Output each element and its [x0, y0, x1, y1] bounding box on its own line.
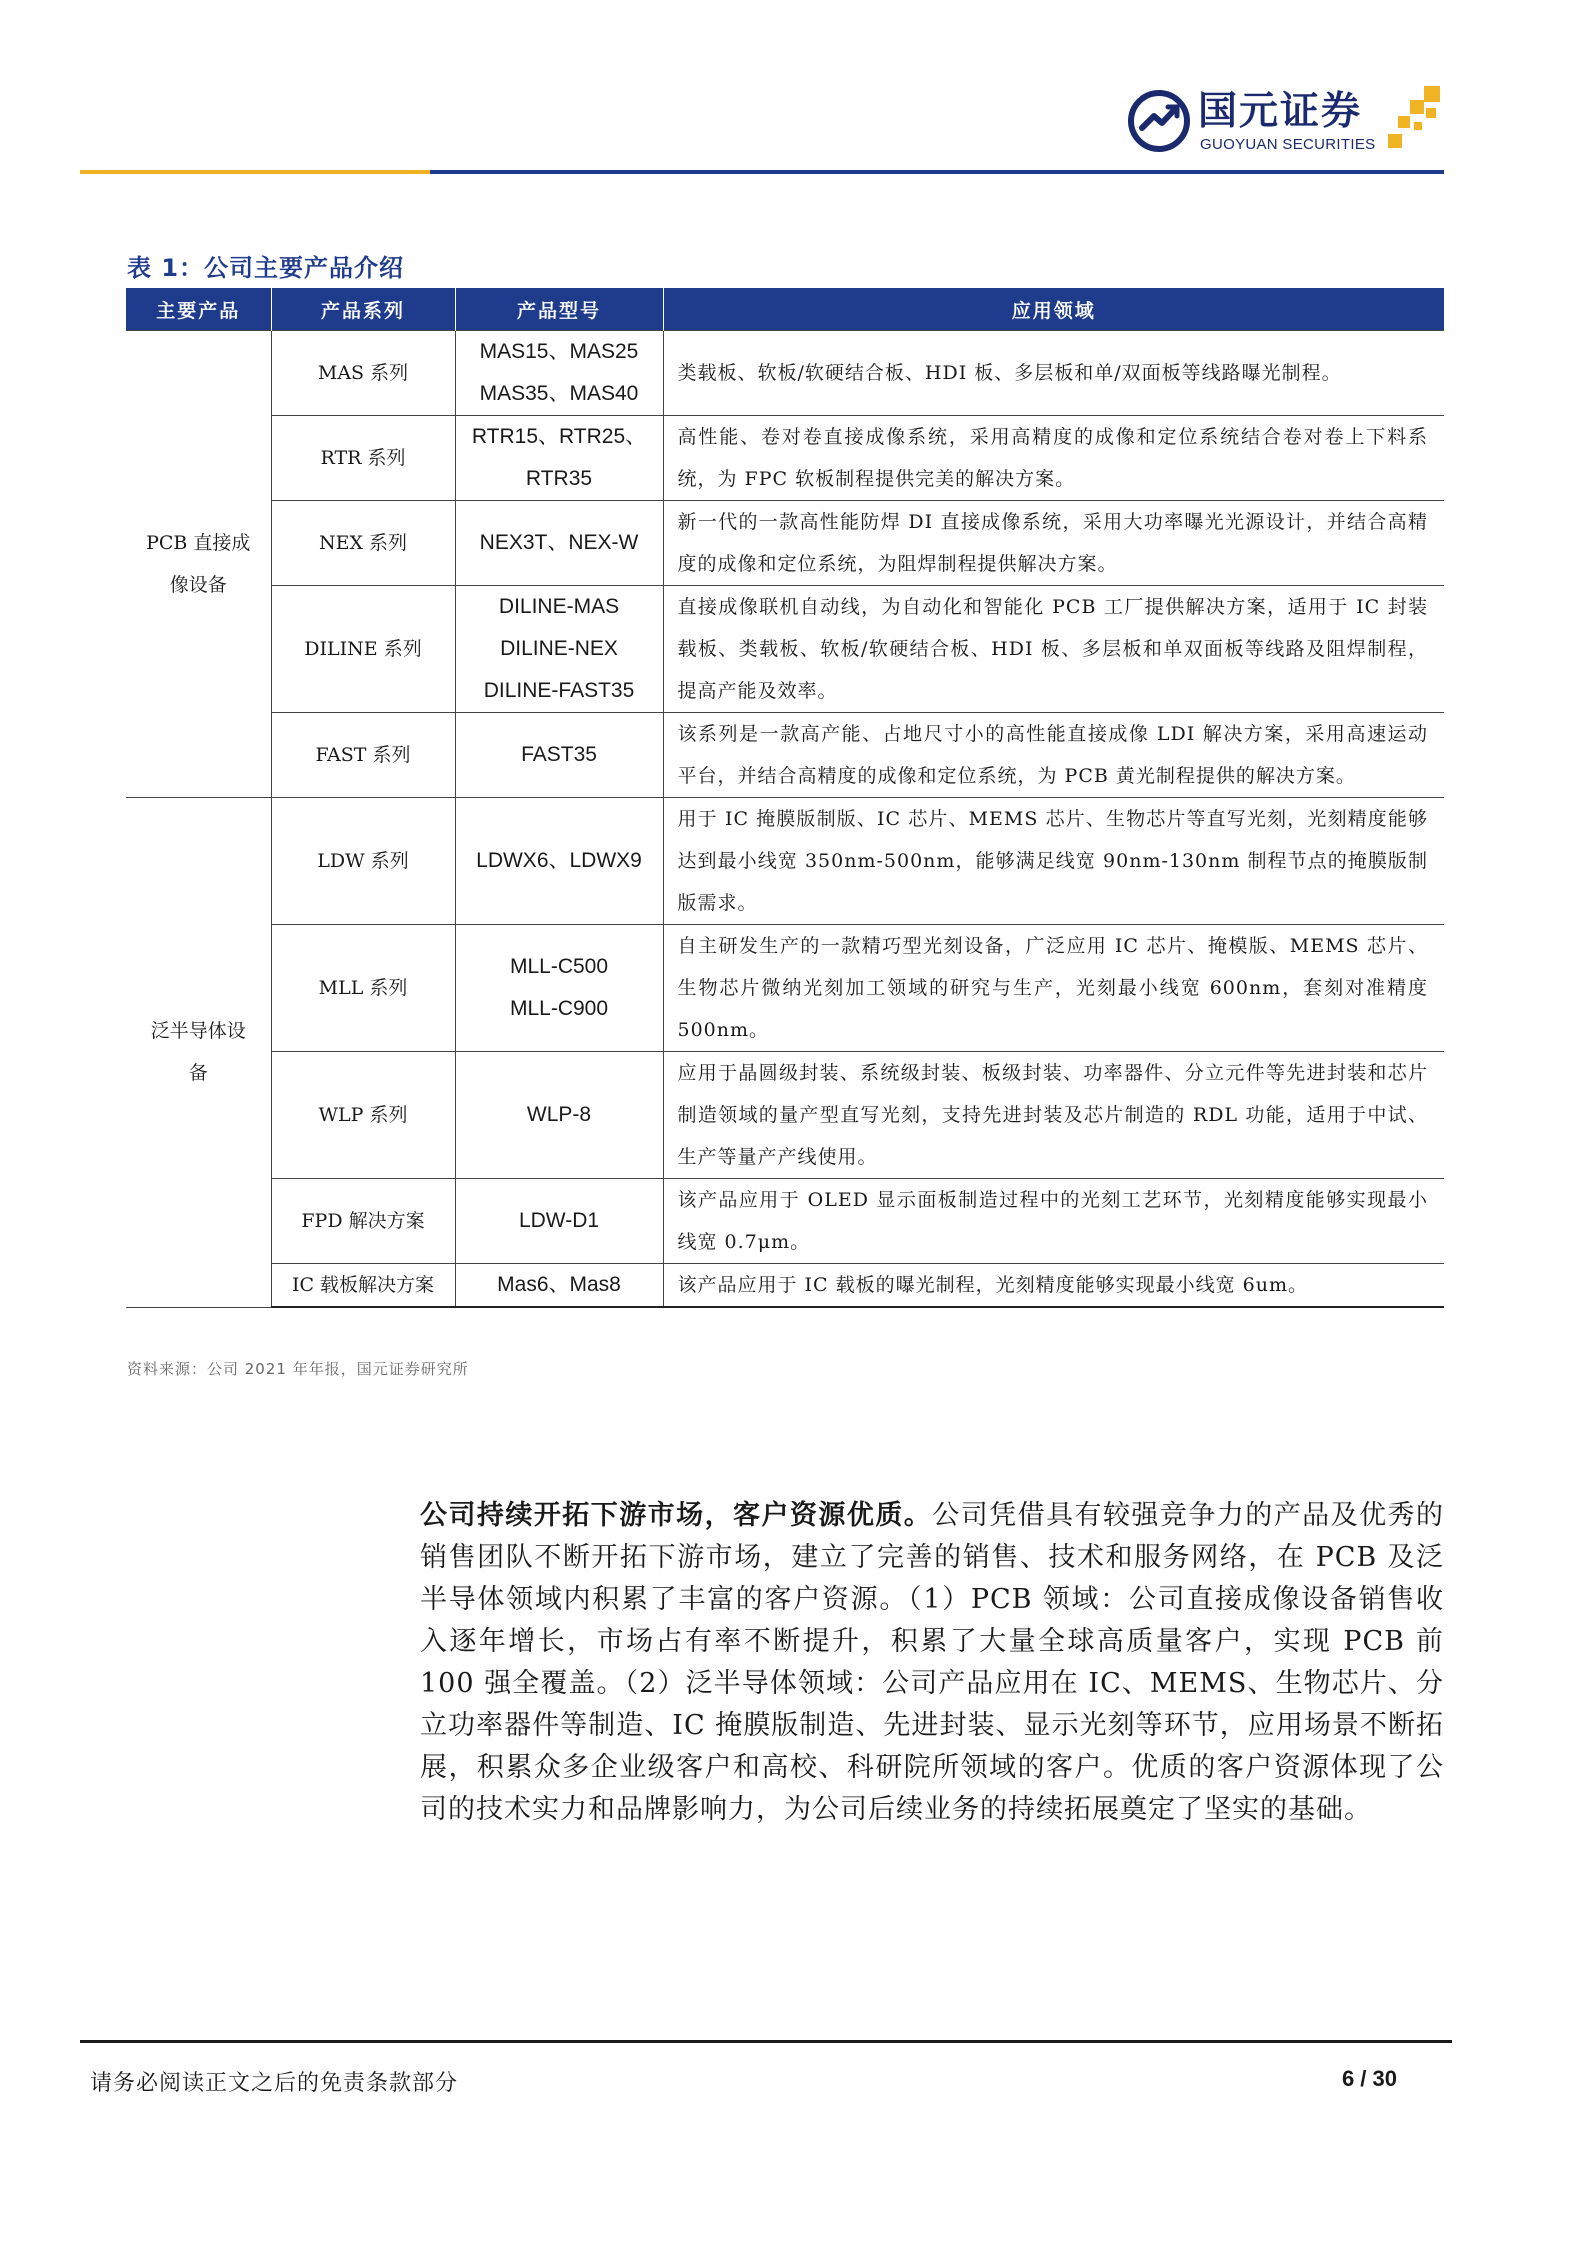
column-header-series: 产品系列: [271, 288, 455, 331]
table-row: [126, 416, 1444, 501]
application-cell: 自主研发生产的一款精巧型光刻设备，广泛应用 IC 芯片、掩模版、MEMS 芯片、生物芯片微纳光刻加工领域的研究与生产，光刻最小线宽 600nm，套刻对准精度 500nm。: [663, 925, 1444, 1052]
table-row: [126, 925, 1444, 1052]
application-cell: 新一代的一款高性能防焊 DI 直接成像系统，采用大功率曝光光源设计，并结合高精度的成像和定位系统，为阻焊制程提供解决方案。: [663, 501, 1444, 586]
model-line: DILINE-FAST35: [483, 679, 635, 702]
model-cell: [455, 586, 663, 713]
table-row: [126, 331, 1444, 416]
logo-emblem-icon: [1128, 90, 1190, 152]
model-line: LDWX6、LDWX9: [476, 849, 642, 872]
model-line: RTR15、RTR25、: [471, 425, 647, 448]
model-line: Mas6、Mas8: [497, 1273, 621, 1296]
model-line: MLL-C500: [509, 955, 609, 978]
application-cell: 该产品应用于 IC 载板的曝光制程，光刻精度能够实现最小线宽 6um。: [663, 1264, 1444, 1308]
table-row: [126, 1052, 1444, 1179]
application-cell: 该产品应用于 OLED 显示面板制造过程中的光刻工艺环节，光刻精度能够实现最小线宽 0.7μm。: [663, 1179, 1444, 1264]
model-line: DILINE-NEX: [500, 637, 618, 660]
application-cell: 类载板、软板/软硬结合板、HDI 板、多层板和单/双面板等线路曝光制程。: [663, 331, 1444, 416]
model-line: RTR35: [525, 467, 593, 490]
application-cell: 该系列是一款高产能、占地尺寸小的高性能直接成像 LDI 解决方案，采用高速运动平台，并结合高精度的成像和定位系统，为 PCB 黄光制程提供的解决方案。: [663, 713, 1444, 798]
table-source-note: 资料来源：公司 2021 年年报，国元证券研究所: [127, 1360, 469, 1378]
logo-gold-squares-icon: [1386, 86, 1446, 152]
series-cell: NEX 系列: [271, 501, 455, 586]
header-rule-gold: [80, 170, 430, 174]
category-cell: 泛半导体设备: [126, 798, 271, 1308]
table-row: [126, 798, 1444, 925]
application-cell: 应用于晶圆级封装、系统级封装、板级封装、功率器件、分立元件等先进封装和芯片制造领域的量产型直写光刻，支持先进封装及芯片制造的 RDL 功能，适用于中试、生产等量产产线使用。: [663, 1052, 1444, 1179]
model-cell: [455, 925, 663, 1052]
series-cell: RTR 系列: [271, 416, 455, 501]
paragraph-lead: 公司持续开拓下游市场，客户资源优质。: [420, 1500, 933, 1531]
table-row: [126, 501, 1444, 586]
model-line: MAS15、MAS25: [479, 340, 639, 363]
footer-rule: [80, 2040, 1452, 2043]
series-cell: IC 载板解决方案: [271, 1264, 455, 1308]
application-cell: 用于 IC 掩膜版制版、IC 芯片、MEMS 芯片、生物芯片等直写光刻，光刻精度能够达到最小线宽 350nm-500nm，能够满足线宽 90nm-130nm 制程节点的掩膜版制版需求。: [663, 798, 1444, 925]
product-table: [126, 288, 1444, 1308]
model-line: NEX3T、NEX-W: [479, 531, 639, 554]
model-cell: [455, 798, 663, 925]
series-cell: FAST 系列: [271, 713, 455, 798]
application-cell: 高性能、卷对卷直接成像系统，采用高精度的成像和定位系统结合卷对卷上下料系统，为 FPC 软板制程提供完美的解决方案。: [663, 416, 1444, 501]
model-line: LDW-D1: [518, 1209, 600, 1232]
model-line: MLL-C900: [509, 997, 609, 1020]
model-cell: [455, 416, 663, 501]
column-header-application: 应用领域: [663, 288, 1444, 331]
series-cell: FPD 解决方案: [271, 1179, 455, 1264]
model-cell: [455, 1052, 663, 1179]
table-header-row: [126, 288, 1444, 331]
paragraph-text: 公司凭借具有较强竞争力的产品及优秀的销售团队不断开拓下游市场，建立了完善的销售、技术和服务网络，在 PCB 及泛半导体领域内积累了丰富的客户资源。（1）PCB 领域：公司直接成像设备销售收入逐年增长，市场占有率不断提升，积累了大量全球高质量客户，实现 PCB 前 100 强全覆盖。（2）泛半导体领域：公司产品应用在 IC、MEMS、生物芯片、分立功率器件等制造、IC 掩膜版制造、先进封装、显示光刻等环节，应用场景不断拓展，积累众多企业级客户和高校、科研院所领域的客户。优质的客户资源体现了公司的技术实力和品牌影响力，为公司后续业务的持续拓展奠定了坚实的基础。: [420, 1500, 1445, 1825]
series-cell: MAS 系列: [271, 331, 455, 416]
column-header-model: 产品型号: [455, 288, 663, 331]
series-cell: DILINE 系列: [271, 586, 455, 713]
series-cell: LDW 系列: [271, 798, 455, 925]
logo-english-name: GUOYUAN SECURITIES: [1200, 136, 1376, 153]
page-number: 6 / 30: [1341, 2066, 1397, 2091]
table-caption: 表 1：公司主要产品介绍: [127, 254, 405, 282]
table-row: [126, 1264, 1444, 1308]
body-paragraph: [420, 1495, 1444, 1831]
logo-chinese-name: 国元证券: [1198, 89, 1363, 134]
category-cell: PCB 直接成像设备: [126, 331, 271, 798]
model-cell: [455, 501, 663, 586]
footer-disclaimer: 请务必阅读正文之后的免责条款部分: [90, 2071, 459, 2096]
model-cell: [455, 713, 663, 798]
model-cell: [455, 1179, 663, 1264]
table-row: [126, 713, 1444, 798]
model-cell: [455, 1264, 663, 1308]
model-line: DILINE-MAS: [498, 595, 620, 618]
header-rule-blue: [430, 170, 1444, 174]
model-line: FAST35: [521, 743, 597, 766]
series-cell: MLL 系列: [271, 925, 455, 1052]
column-header-category: 主要产品: [126, 288, 271, 331]
model-cell: [455, 331, 663, 416]
model-line: MAS35、MAS40: [479, 382, 639, 405]
model-line: WLP-8: [526, 1103, 592, 1126]
company-logo: [1128, 86, 1448, 156]
series-cell: WLP 系列: [271, 1052, 455, 1179]
table-row: [126, 586, 1444, 713]
table-row: [126, 1179, 1444, 1264]
application-cell: 直接成像联机自动线，为自动化和智能化 PCB 工厂提供解决方案，适用于 IC 封装载板、类载板、软板/软硬结合板、HDI 板、多层板和单双面板等线路及阻焊制程，提高产能及效率。: [663, 586, 1444, 713]
